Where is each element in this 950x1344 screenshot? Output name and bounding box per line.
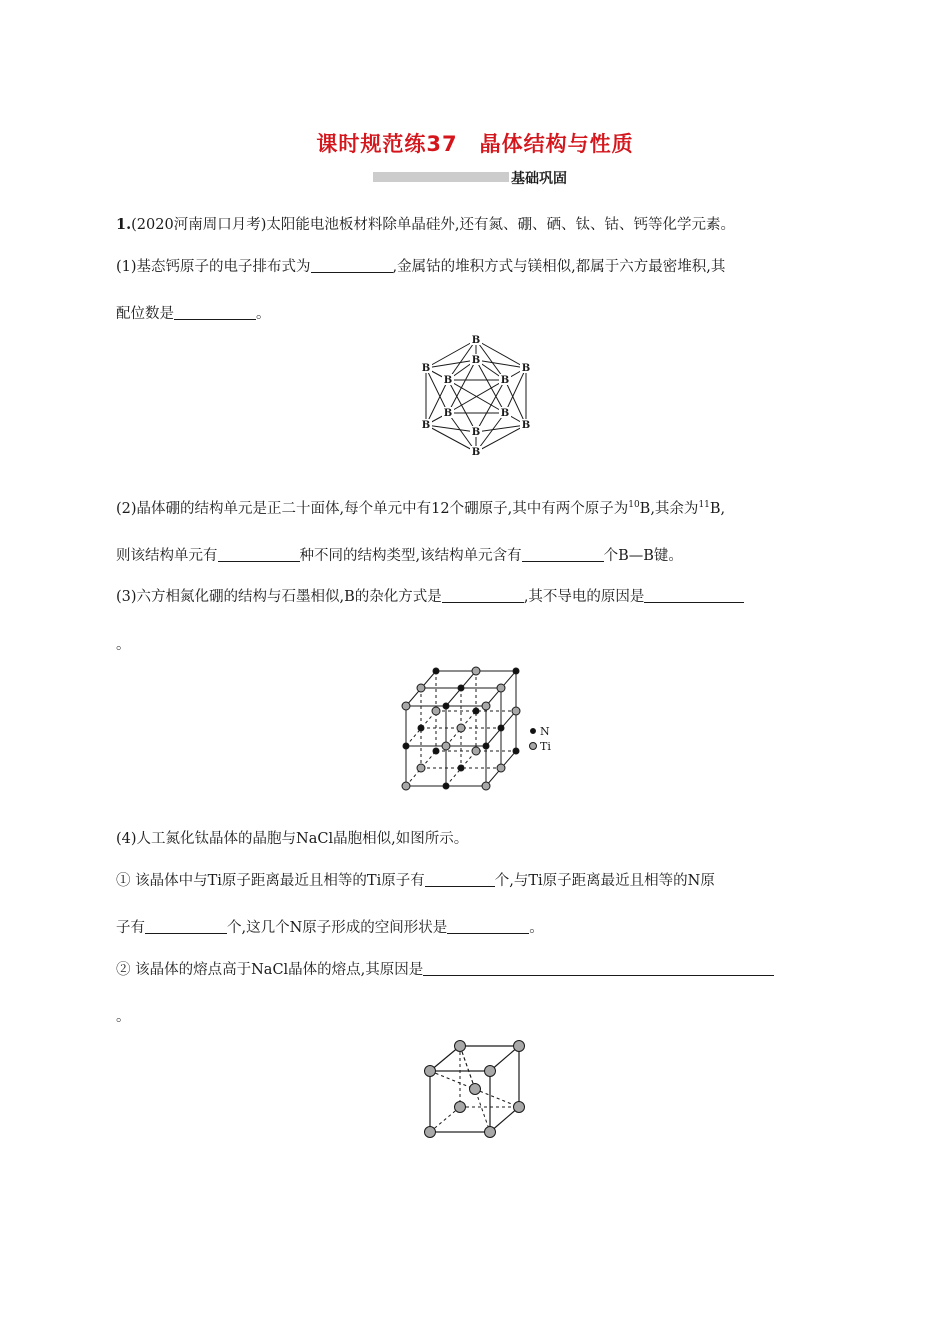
titanium-nitride-crystal-figure (398, 663, 558, 791)
unit-cell-figure (420, 1037, 530, 1143)
question-1-part-2 (116, 497, 725, 518)
boron-atom-label: B (500, 375, 510, 386)
answer-blank[interactable] (644, 588, 744, 603)
answer-blank[interactable] (425, 872, 495, 887)
legend-n-label: N (540, 725, 550, 738)
question-1-part-4-sub-2-end: 。 (116, 1009, 131, 1025)
answer-blank[interactable] (447, 919, 529, 934)
part-1-end: 。 (256, 306, 271, 322)
boron-atom-label: B (471, 355, 481, 366)
question-1-part-3 (116, 585, 744, 606)
answer-blank[interactable] (174, 305, 256, 320)
boron-atom-label: B (521, 420, 531, 431)
section-divider-bar (373, 172, 509, 182)
boron-atom-label: B (471, 427, 481, 438)
part-2-text-b: B,其余为 (639, 501, 699, 517)
part-3-text-a: (3)六方相氮化硼的结构与石墨相似,B的杂化方式是 (116, 589, 442, 605)
boron-atom-label: B (471, 335, 481, 346)
part-4-1-text-c: 子有 (116, 920, 145, 936)
question-1-intro (116, 213, 735, 234)
boron-atom-label: B (500, 408, 510, 419)
answer-blank[interactable] (218, 547, 300, 562)
part-2-text-f: 个B—B键。 (603, 548, 683, 564)
question-1-part-4-sub-1 (116, 869, 715, 890)
question-1-part-4: (4)人工氮化钛晶体的晶胞与NaCl晶胞相似,如图所示。 (116, 831, 469, 847)
part-2-text-c: B, (709, 501, 726, 517)
answer-blank[interactable] (145, 919, 227, 934)
boron-atom-label: B (471, 447, 481, 458)
boron-atom-label: B (421, 420, 431, 431)
isotope-superscript: 10 (628, 500, 640, 510)
part-1-text-c: 配位数是 (116, 306, 174, 322)
isotope-superscript: 11 (698, 500, 710, 510)
question-1-part-4-sub-1-cont (116, 916, 544, 937)
legend-ti-label: Ti (540, 740, 551, 753)
boron-atom-label: B (443, 408, 453, 419)
section-heading: 基础巩固 (511, 171, 567, 187)
question-1-part-4-sub-2 (116, 958, 774, 979)
question-number: 1. (116, 216, 132, 233)
part-4-1-text-b: 个,与Ti原子距离最近且相等的N原 (494, 873, 715, 889)
part-4-1-text-d: 个,这几个N原子形成的空间形状是 (227, 920, 448, 936)
intro-text: (2020河南周口月考)太阳能电池板材料除单晶硅外,还有氮、硼、硒、钛、钴、钙等化学元素。 (131, 217, 735, 233)
answer-blank[interactable] (423, 961, 774, 976)
boron-atom-label: B (443, 375, 453, 386)
part-2-text-d: 则该结构单元有 (116, 548, 218, 564)
part-2-text-e: 种不同的结构类型,该结构单元含有 (299, 548, 522, 564)
question-1-part-3-end: 。 (116, 637, 131, 653)
part-3-text-b: ,其不导电的原因是 (523, 589, 645, 605)
answer-blank[interactable] (442, 588, 524, 603)
boron-atom-label: B (421, 363, 431, 374)
answer-blank[interactable] (311, 258, 393, 273)
question-1-part-1 (116, 255, 725, 276)
page-title: 课时规范练37 晶体结构与性质 (316, 132, 634, 156)
question-1-part-1-cont (116, 302, 271, 323)
question-1-part-2-cont (116, 544, 683, 565)
part-2-text-a: (2)晶体硼的结构单元是正二十面体,每个单元中有12个硼原子,其中有两个原子为 (116, 501, 629, 517)
part-4-2-text-a: ② 该晶体的熔点高于NaCl晶体的熔点,其原因是 (116, 962, 424, 978)
part-4-1-text-a: ① 该晶体中与Ti原子距离最近且相等的Ti原子有 (116, 873, 425, 889)
icosahedron-figure (415, 333, 539, 461)
part-1-text-a: (1)基态钙原子的电子排布式为 (116, 259, 311, 275)
answer-blank[interactable] (522, 547, 604, 562)
part-4-1-end: 。 (529, 920, 544, 936)
boron-atom-label: B (521, 363, 531, 374)
part-1-text-b: ,金属钴的堆积方式与镁相似,都属于六方最密堆积,其 (392, 259, 726, 275)
